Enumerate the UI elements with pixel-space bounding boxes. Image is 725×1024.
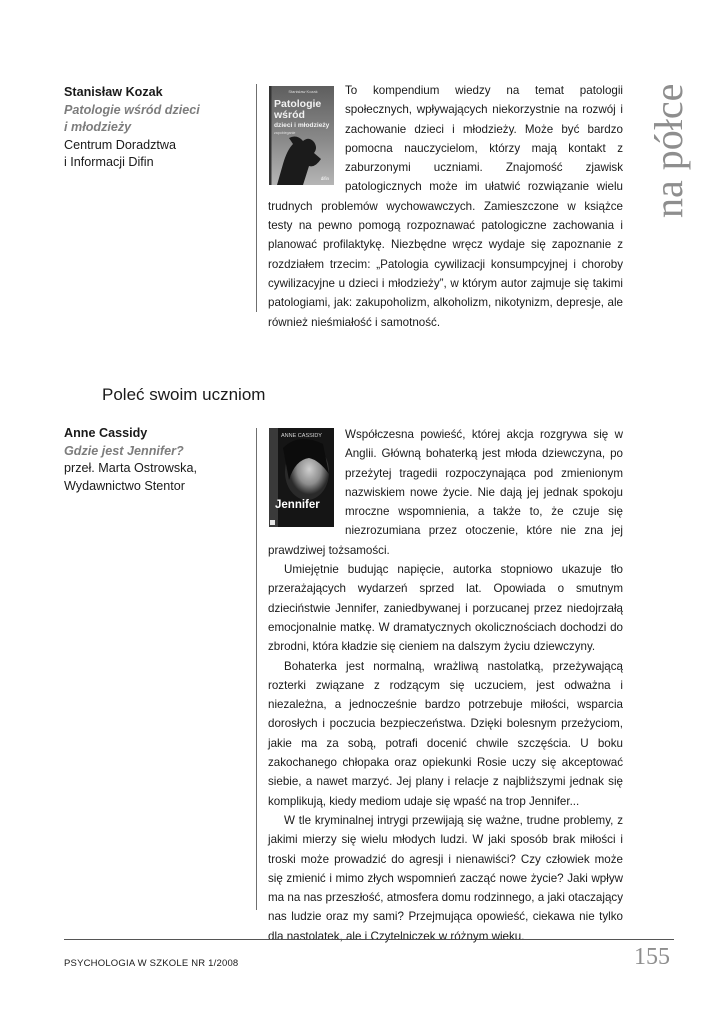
book1-author: Stanisław Kozak bbox=[64, 85, 163, 99]
book2-paragraph-4: W tle kryminalnej intrygi przewijają się ważne, trudne problemy, z jakimi mierzy się wielu młodych ludzi. W jaki sposób brak miłości i troski może prowadzić do agresji i nienawiści? Czy człowiek może się zmienić i mimo złych wspomnień zacząć nowe życie? Jaki wpływ ma na nas przeszłość, atmosfera domu rodzinnego, a jaki otaczający nas ludzie oraz my sami? Przejmująca opowieść, ciekawa nie tylko dla nastolatek, ale i Czytelniczek w różnym wieku. bbox=[268, 813, 623, 943]
book2-title: Gdzie jest Jennifer? bbox=[64, 443, 184, 458]
footer-rule bbox=[64, 939, 674, 940]
book2-paragraph-3: Bohaterka jest normalną, wrażliwą nastolatką, przeżywającą rozterki związane z rodzącym się uczuciem, jest odważna i niezależna, a jednocześnie bardzo potrzebuje miłości, wsparcia dorosłych i poczucia bezpieczeństwa. Dzięki bolesnym przeżyciom, jakie ma za sobą, potrafi docenić chwile szczęścia. U boku zakochanego chłopaka oraz opiekunki Rosie uczy się akceptować siebie, a nawet marzyć. Jej plany i relacje z najbliższymi jednak się komplikują, kiedy mediom udaje się wpaść na trop Jennifer... bbox=[268, 659, 623, 808]
book2-divider bbox=[256, 428, 257, 910]
book1-cover-author: Stanisław Kozak bbox=[288, 89, 318, 94]
section-side-title: na półce bbox=[646, 84, 691, 219]
footer-journal: PSYCHOLOGIA W SZKOLE NR 1/2008 bbox=[64, 958, 239, 969]
book2-description bbox=[268, 425, 623, 946]
book2-author: Anne Cassidy bbox=[64, 426, 148, 440]
book2-paragraph-1: Współczesna powieść, której akcja rozgrywa się w Anglii. Główną bohaterką jest młoda dziewczyna, po przeżytej tragedii rozpoczynająca pod zmienionym nazwiskiem nowe życie. Nie dają jej jednak spokoju mroczne wspomnienia, a także to, że czuje się niezrozumiana przez otoczenie, które nie zna jej prawdziwej tożsamości. bbox=[268, 428, 623, 557]
book1-cover-title-1: Patologie bbox=[274, 98, 322, 110]
book2-translator: przeł. Marta Ostrowska, bbox=[64, 461, 197, 476]
book1-description bbox=[268, 81, 623, 332]
book1-divider bbox=[256, 84, 257, 312]
book1-publisher-line2: i Informacji Difin bbox=[64, 155, 154, 170]
book2-cover-author: ANNE CASSIDY bbox=[281, 433, 322, 439]
book2-paragraph-2: Umiejętnie budując napięcie, autorka stopniowo ukazuje tło przerażających wydarzeń sprzed lat. Opowiada o smutnym dzieciństwie Jennifer, zaniedbywanej i porzucanej przez niedojrzałą emocjonalnie matkę. W dramatycznych okolicznościach dochodzi do zbrodni, która kładzie się cieniem na dalszym życiu dziewczyny. bbox=[268, 563, 623, 654]
book2-details bbox=[64, 425, 244, 495]
book1-publisher-line1: Centrum Doradztwa bbox=[64, 137, 176, 152]
book1-cover-title-3: dzieci i młodzieży bbox=[274, 122, 330, 129]
book1-title-line1: Patologie wśród dzieci bbox=[64, 102, 200, 117]
book1-cover-title-2: wśród bbox=[274, 109, 305, 121]
page-number: 155 bbox=[634, 944, 670, 970]
section-heading: Poleć swoim uczniom bbox=[102, 385, 266, 404]
book1-title-line2: i młodzieży bbox=[64, 120, 132, 135]
book1-cover-subtitle: zapobieganie bbox=[274, 131, 296, 135]
book1-description-text: To kompendium wiedzy na temat patologii społecznych, wpływających niekorzystnie na rozwój i zachowanie dzieci i młodzieży. Może być bardzo pomocna nauczycielom, którzy mają kontakt z zaburzonymi uczniami. Znajomość zjawisk patologicznych może im ułatwić rozwiązanie wielu trudnych problemów wychowawczych. Zamieszczone w książce testy na pewno pomogą rozpoznawać patologiczne zachowania i planować profilaktykę. Niezbędne wręcz wydaje się zapoznanie z rozdziałem trzecim: „Patologia cywilizacji konsumpcyjnej i choroby cywilizacyjne u dzieci i młodzieży”, w którym autor zajmuje się takimi patologiami, jak: zakupoholizm, alkoholizm, nikotynizm, depresje, ale również nieśmiałość i samotność. bbox=[268, 84, 623, 329]
book1-details bbox=[64, 84, 244, 172]
book2-publisher: Wydawnictwo Stentor bbox=[64, 478, 185, 493]
book2-cover-title: Jennifer bbox=[275, 499, 320, 511]
book1-cover-imprint: difin bbox=[320, 176, 329, 181]
